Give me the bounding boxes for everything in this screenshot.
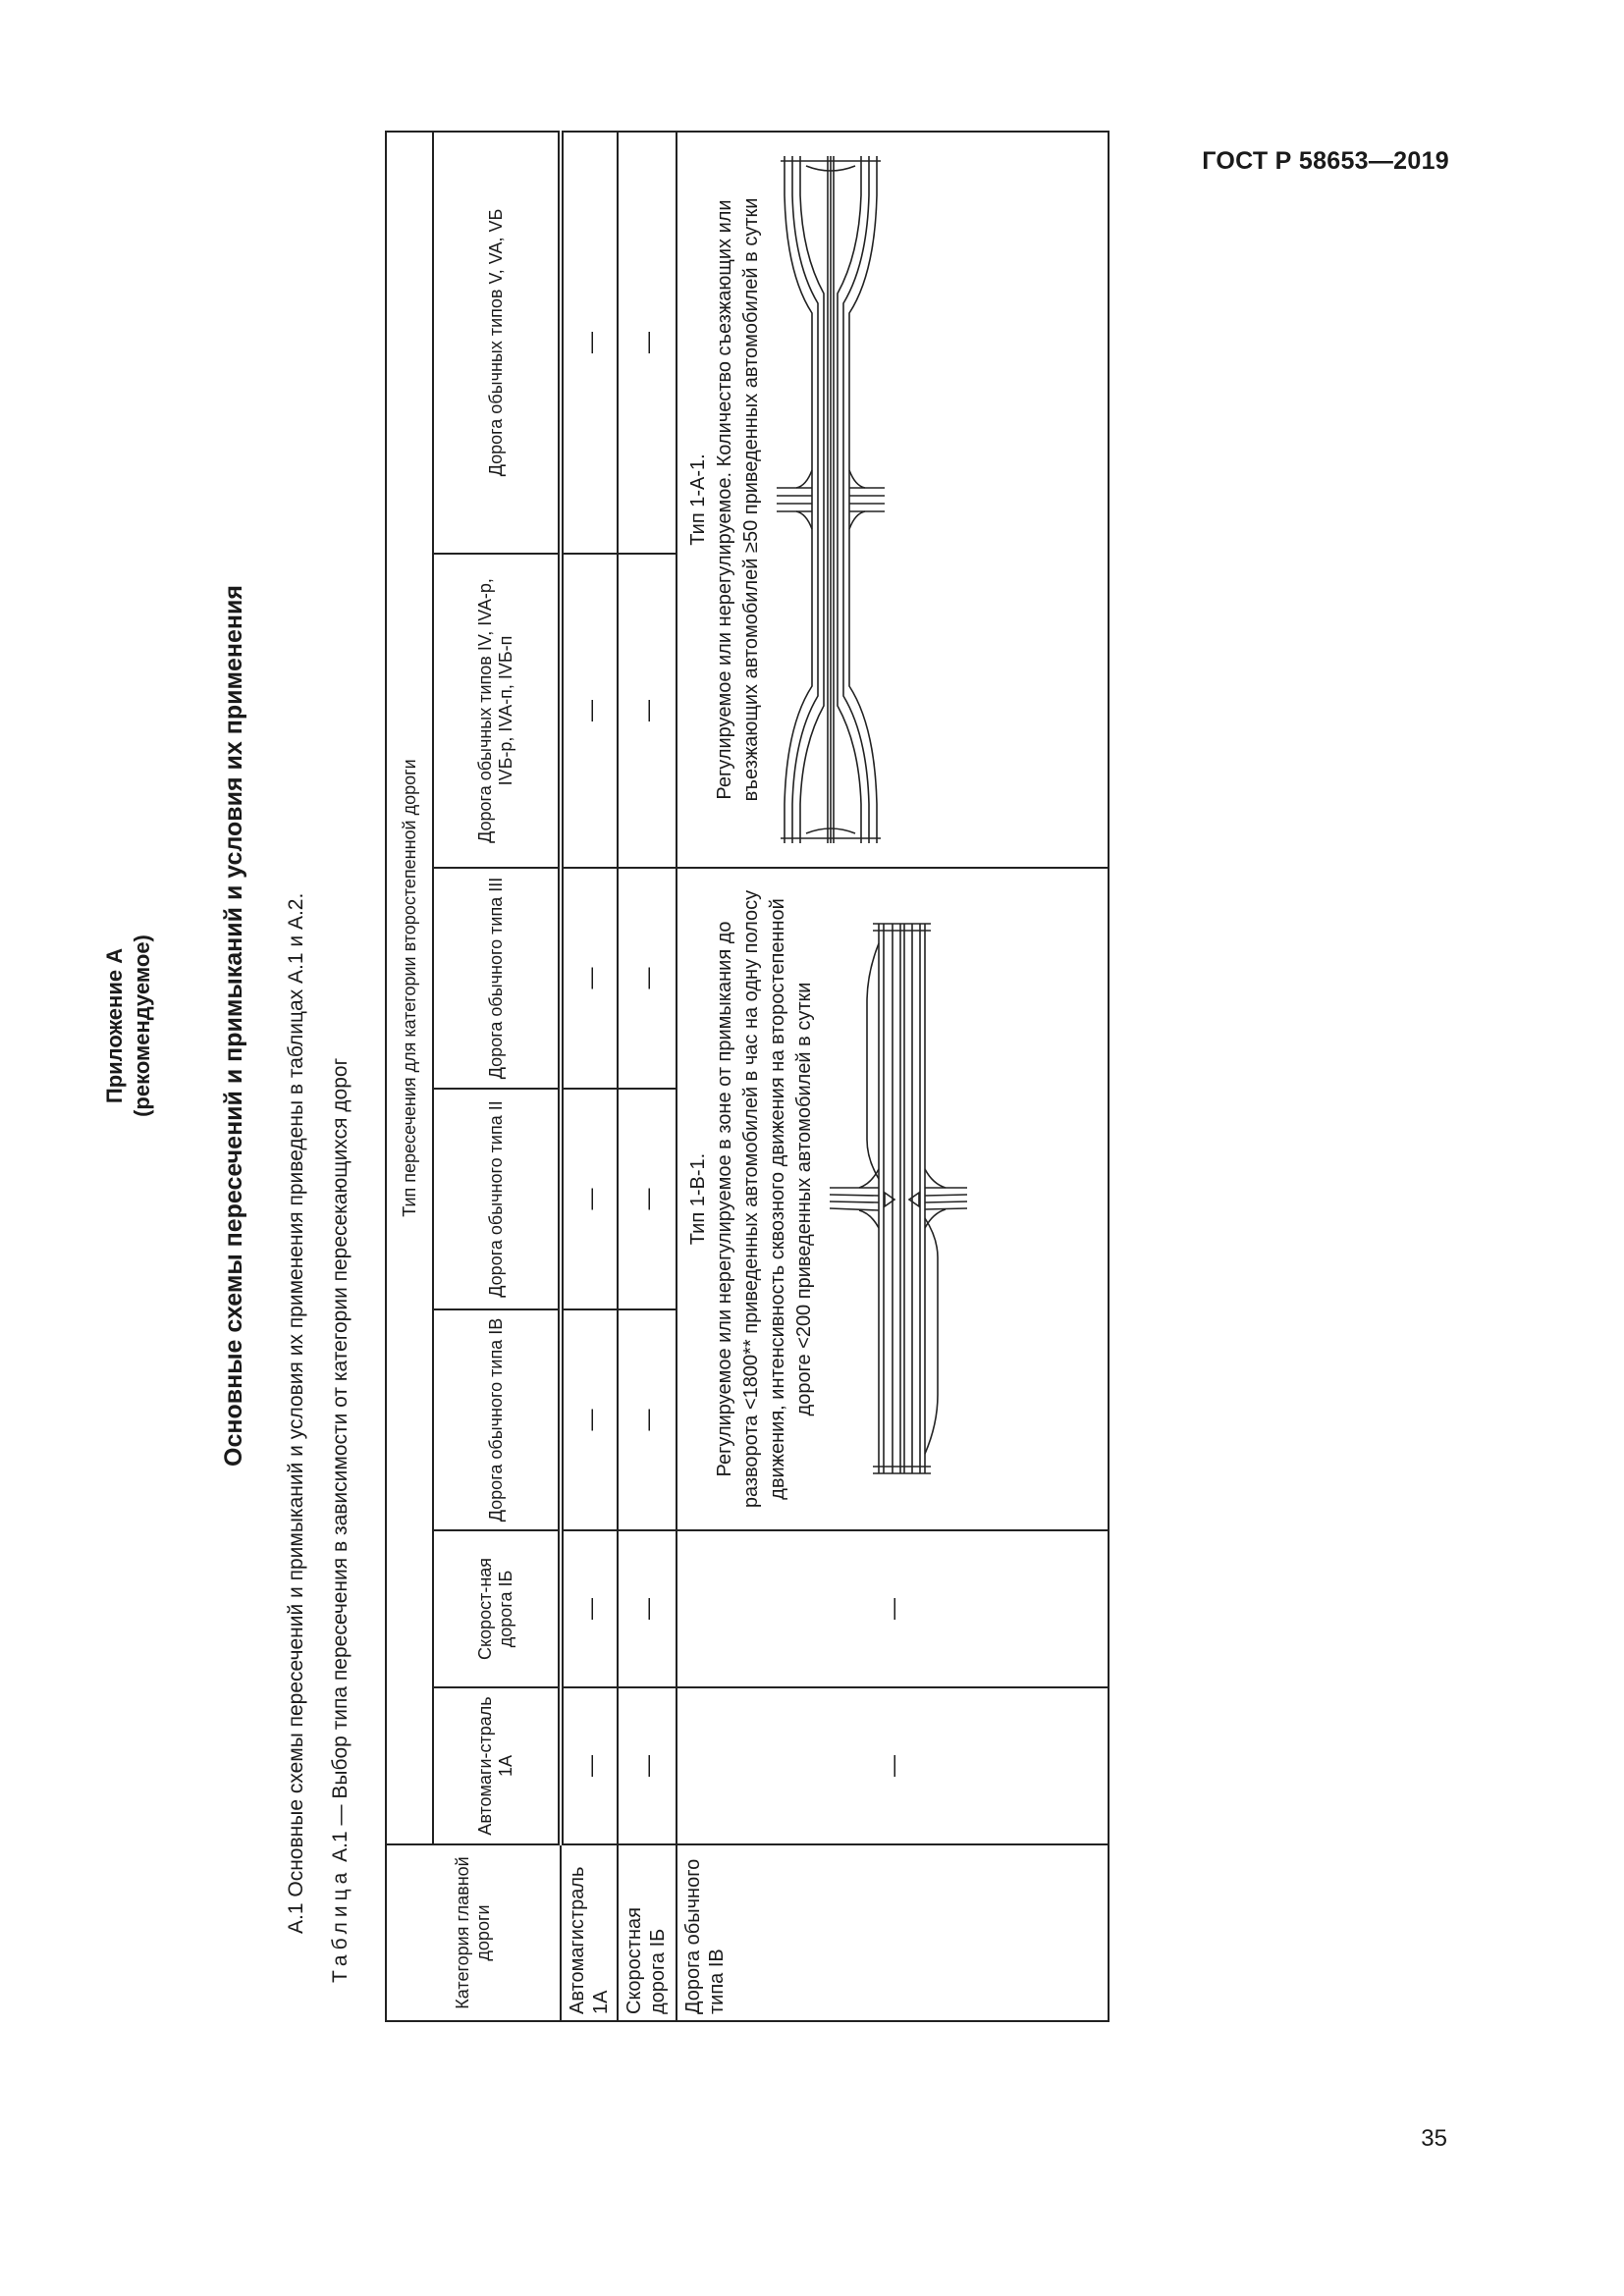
table-cell: — <box>618 868 677 1089</box>
type-1b1-title: Тип 1-В-1. <box>687 1152 709 1246</box>
table-cell: — <box>618 554 677 868</box>
junction-scheme-1a1 <box>777 156 885 843</box>
appendix-header <box>101 29 156 2022</box>
table-header-row-2 <box>433 132 561 2021</box>
junction-scheme-1b1 <box>830 905 967 1494</box>
intersection-type-table <box>385 131 1110 2022</box>
table-row-1a <box>561 132 618 2021</box>
table-row-1v <box>677 132 1109 2021</box>
table-cell: — <box>618 1530 677 1687</box>
col-header-1a: Автомаги-страль 1А <box>433 1687 561 1844</box>
header-secondary-group: Тип пересечения для категории второстепенной дороги <box>386 132 433 1844</box>
table-caption-prefix: Таблица <box>329 1867 352 1983</box>
type-1a1-title: Тип 1-А-1. <box>687 454 709 546</box>
type-1b1-cell <box>677 868 1109 1530</box>
type-1a1-diagram <box>777 146 890 853</box>
table-cell: — <box>618 1309 677 1530</box>
table-cell: — <box>561 1530 618 1687</box>
document-number: ГОСТ Р 58653—2019 <box>1202 147 1449 175</box>
table-cell: — <box>618 132 677 554</box>
table-cell: — <box>561 868 618 1089</box>
row-label-1v: Дорога обычного типа IВ <box>677 1844 1109 2021</box>
page-number: 35 <box>1421 2125 1447 2152</box>
table-row-1b <box>618 132 677 2021</box>
table-header-row-1 <box>386 132 433 2021</box>
col-header-4: Дорога обычных типов IV, IVA-р, IVБ-р, IVA-п, IVБ-п <box>433 554 561 868</box>
type-1b1-diagram <box>830 882 972 1516</box>
table-cell: — <box>677 1530 1109 1687</box>
table-cell: — <box>561 1687 618 1844</box>
appendix-title: Приложение А <box>102 947 127 1104</box>
col-header-2: Дорога обычного типа II <box>433 1089 561 1309</box>
row-label-1a: Автомагистраль 1А <box>561 1844 618 2021</box>
col-header-1v: Дорога обычного типа IВ <box>433 1309 561 1530</box>
type-1a1-cell <box>677 132 1109 868</box>
appendix-status: (рекомендуемое) <box>130 934 154 1117</box>
col-header-5: Дорога обычных типов V, VA, VБ <box>433 132 561 554</box>
table-caption-text: А.1 — Выбор типа пересечения в зависимости от категории пересекающихся дорог <box>329 1057 352 1868</box>
table-cell: — <box>561 1309 618 1530</box>
table-caption <box>329 1058 352 1983</box>
table-cell: — <box>561 1089 618 1309</box>
row-label-1b: Скоростная дорога IБ <box>618 1844 677 2021</box>
table-cell: — <box>618 1687 677 1844</box>
table-cell: — <box>618 1089 677 1309</box>
col-header-1b: Скорост-ная дорога IБ <box>433 1530 561 1687</box>
intro-paragraph: А.1 Основные схемы пересечений и примыканий и условия их применения приведены в таблицах А.1 и А.2. <box>285 892 307 1934</box>
rotated-page-content <box>0 29 1355 2022</box>
table-cell: — <box>561 554 618 868</box>
table-cell: — <box>561 132 618 554</box>
appendix-heading: Основные схемы пересечений и примыканий и условия их применения <box>220 585 247 1467</box>
table-cell: — <box>677 1687 1109 1844</box>
col-header-3: Дорога обычного типа III <box>433 868 561 1089</box>
type-1a1-text: Регулируемое или нерегулируемое. Количество съезжающих или въезжающих автомобилей ≥50 приведенных автомобилей в сутки <box>714 197 762 802</box>
header-main-category: Категория главной дороги <box>386 1844 561 2021</box>
type-1b1-text: Регулируемое или нерегулируемое в зоне от примыкания до разворота <1800** приведенных автомобилей в час на одну полосу движения, интенсивность сквозного движения на второстепенной дороге <200 приведенных автомобилей в сутки <box>714 889 815 1509</box>
